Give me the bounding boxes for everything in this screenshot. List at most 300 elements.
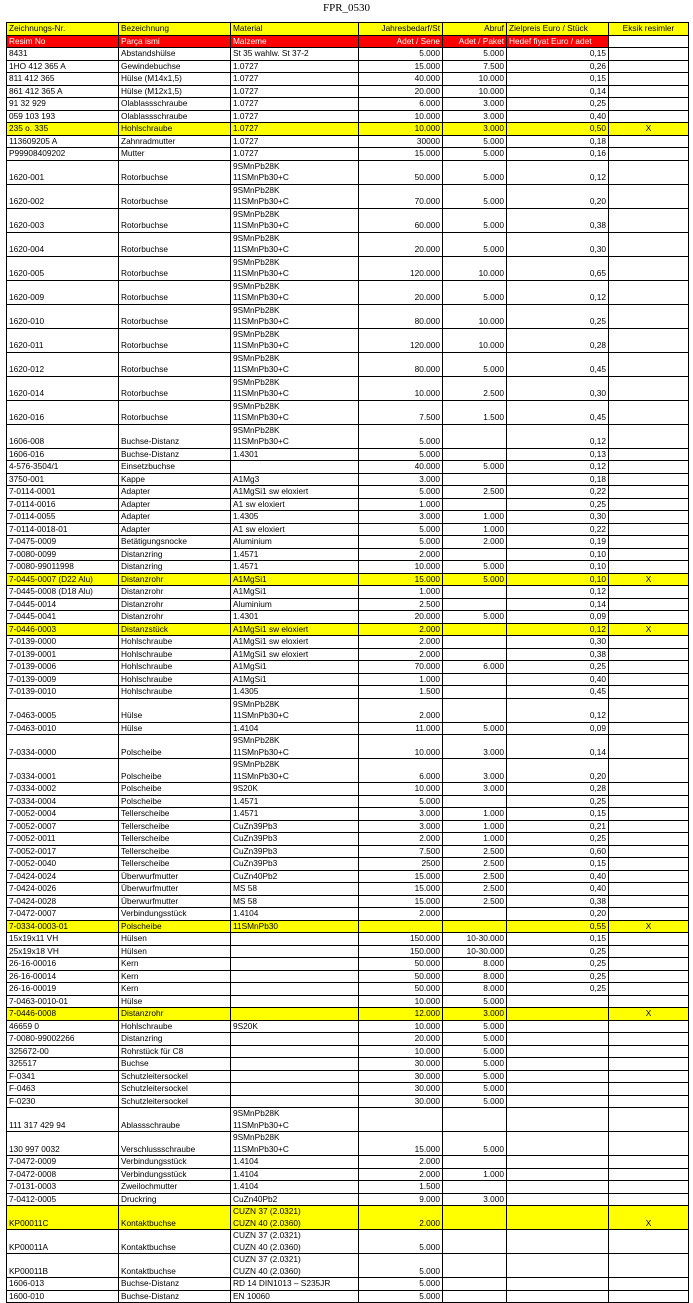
cell-eksik[interactable] — [609, 759, 689, 783]
cell-material[interactable] — [231, 1181, 359, 1194]
cell-bezeichnung[interactable]: Adapter — [119, 511, 231, 524]
cell-zielpreis[interactable] — [507, 1156, 609, 1169]
cell-zielpreis[interactable]: 0,45 — [507, 400, 609, 424]
cell-zielpreis[interactable]: 0,10 — [507, 573, 609, 586]
cell-eksik[interactable] — [609, 611, 689, 624]
cell-zielpreis[interactable]: 0,25 — [507, 970, 609, 983]
cell-bezeichnung[interactable]: Hülsen — [119, 933, 231, 946]
cell-material[interactable] — [231, 85, 359, 98]
cell-bezeichnung[interactable]: Schutzleitersockel — [119, 1070, 231, 1083]
cell-eksik[interactable] — [609, 1083, 689, 1096]
cell-zielpreis[interactable] — [507, 1095, 609, 1108]
cell-abruf[interactable] — [443, 908, 507, 921]
cell-bezeichnung[interactable]: Rotorbuchse — [119, 352, 231, 376]
cell-eksik[interactable] — [609, 598, 689, 611]
cell-zielpreis[interactable] — [507, 1070, 609, 1083]
cell-bezeichnung[interactable]: Rotorbuchse — [119, 256, 231, 280]
cell-zielpreis[interactable] — [507, 1045, 609, 1058]
cell-zeichnungs-nr[interactable]: 7-0446-0003 — [7, 623, 119, 636]
cell-zeichnungs-nr[interactable]: 7-0334-0000 — [7, 735, 119, 759]
cell-zeichnungs-nr[interactable]: 7-0114-0016 — [7, 498, 119, 511]
cell-eksik[interactable] — [609, 586, 689, 599]
cell-jahresbedarf[interactable]: 20.000 — [359, 611, 443, 624]
cell-eksik[interactable] — [609, 473, 689, 486]
cell-abruf[interactable] — [443, 1254, 507, 1278]
cell-eksik[interactable] — [609, 184, 689, 208]
cell-zeichnungs-nr[interactable]: 7-0472-0008 — [7, 1168, 119, 1181]
cell-eksik[interactable] — [609, 98, 689, 111]
cell-bezeichnung[interactable]: Schutzleitersockel — [119, 1095, 231, 1108]
cell-abruf[interactable] — [443, 424, 507, 448]
cell-bezeichnung[interactable]: Rotorbuchse — [119, 280, 231, 304]
cell-bezeichnung[interactable]: Distanzrohr — [119, 573, 231, 586]
col-header-nr[interactable]: Zeichnungs-Nr. — [7, 23, 119, 36]
cell-material[interactable] — [231, 148, 359, 161]
cell-zeichnungs-nr[interactable]: 7-0424-0024 — [7, 870, 119, 883]
cell-material[interactable] — [231, 498, 359, 511]
cell-zeichnungs-nr[interactable]: 4-576-3504/1 — [7, 461, 119, 474]
cell-zielpreis[interactable]: 0,15 — [507, 73, 609, 86]
cell-jahresbedarf[interactable]: 1.000 — [359, 673, 443, 686]
cell-zeichnungs-nr[interactable]: 7-0114-0018-01 — [7, 523, 119, 536]
cell-bezeichnung[interactable]: Distanzring — [119, 561, 231, 574]
cell-eksik[interactable] — [609, 1168, 689, 1181]
cell-eksik[interactable] — [609, 958, 689, 971]
cell-zielpreis[interactable]: 0,45 — [507, 352, 609, 376]
cell-bezeichnung[interactable]: Rotorbuchse — [119, 400, 231, 424]
cell-zielpreis[interactable] — [507, 1083, 609, 1096]
cell-eksik[interactable] — [609, 673, 689, 686]
cell-zielpreis[interactable] — [507, 1132, 609, 1156]
cell-eksik[interactable] — [609, 1181, 689, 1194]
cell-zielpreis[interactable]: 0,09 — [507, 722, 609, 735]
cell-bezeichnung[interactable]: Schutzleitersockel — [119, 1083, 231, 1096]
col-header-jahresbedarf[interactable]: Jahresbedarf/St — [359, 23, 443, 36]
cell-jahresbedarf[interactable]: 80.000 — [359, 352, 443, 376]
cell-material[interactable] — [231, 1156, 359, 1169]
cell-eksik[interactable] — [609, 135, 689, 148]
col-header-mat[interactable]: Material — [231, 23, 359, 36]
cell-bezeichnung[interactable]: Rotorbuchse — [119, 208, 231, 232]
cell-zeichnungs-nr[interactable]: 861 412 365 A — [7, 85, 119, 98]
cell-zeichnungs-nr[interactable]: 7-0080-99002266 — [7, 1033, 119, 1046]
cell-abruf[interactable]: 5.000 — [443, 160, 507, 184]
cell-bezeichnung[interactable]: Mutter — [119, 148, 231, 161]
cell-jahresbedarf[interactable]: 1.500 — [359, 1181, 443, 1194]
cell-bezeichnung[interactable]: Buchse-Distanz — [119, 448, 231, 461]
cell-jahresbedarf[interactable]: 5.000 — [359, 1278, 443, 1291]
cell-zeichnungs-nr[interactable]: 1620-014 — [7, 376, 119, 400]
cell-bezeichnung[interactable]: Olablassschraube — [119, 110, 231, 123]
cell-abruf[interactable]: 1.000 — [443, 523, 507, 536]
cell-material[interactable] — [231, 400, 359, 424]
cell-zeichnungs-nr[interactable]: 325517 — [7, 1058, 119, 1071]
cell-zielpreis[interactable]: 0,40 — [507, 110, 609, 123]
cell-bezeichnung[interactable]: Adapter — [119, 498, 231, 511]
cell-material[interactable] — [231, 1083, 359, 1096]
cell-zielpreis[interactable] — [507, 1058, 609, 1071]
cell-eksik[interactable] — [609, 820, 689, 833]
cell-jahresbedarf[interactable]: 70.000 — [359, 661, 443, 674]
cell-zeichnungs-nr[interactable]: 7-0472-0009 — [7, 1156, 119, 1169]
cell-abruf[interactable] — [443, 548, 507, 561]
cell-eksik[interactable] — [609, 60, 689, 73]
cell-abruf[interactable]: 1.000 — [443, 511, 507, 524]
cell-material[interactable] — [231, 920, 359, 933]
cell-abruf[interactable]: 5.000 — [443, 461, 507, 474]
cell-eksik[interactable]: X — [609, 1008, 689, 1021]
cell-zielpreis[interactable]: 0,12 — [507, 280, 609, 304]
cell-zielpreis[interactable]: 0,12 — [507, 586, 609, 599]
cell-eksik[interactable] — [609, 1070, 689, 1083]
cell-jahresbedarf[interactable]: 2.000 — [359, 908, 443, 921]
cell-abruf[interactable]: 5.000 — [443, 1070, 507, 1083]
cell-zielpreis[interactable]: 0,28 — [507, 328, 609, 352]
cell-zielpreis[interactable]: 0,19 — [507, 536, 609, 549]
cell-material[interactable] — [231, 98, 359, 111]
cell-material[interactable] — [231, 473, 359, 486]
cell-material[interactable] — [231, 833, 359, 846]
cell-zielpreis[interactable] — [507, 1033, 609, 1046]
cell-bezeichnung[interactable]: Rotorbuchse — [119, 160, 231, 184]
cell-bezeichnung[interactable]: Hohlschraube — [119, 686, 231, 699]
cell-zielpreis[interactable]: 0,15 — [507, 858, 609, 871]
cell-zielpreis[interactable] — [507, 1108, 609, 1132]
cell-eksik[interactable] — [609, 208, 689, 232]
cell-bezeichnung[interactable]: Kern — [119, 970, 231, 983]
cell-abruf[interactable]: 5.000 — [443, 611, 507, 624]
cell-eksik[interactable]: X — [609, 623, 689, 636]
cell-bezeichnung[interactable]: Verbindungsstück — [119, 1156, 231, 1169]
cell-abruf[interactable]: 3.000 — [443, 735, 507, 759]
cell-bezeichnung[interactable]: Kern — [119, 958, 231, 971]
cell-zielpreis[interactable]: 0,15 — [507, 933, 609, 946]
cell-eksik[interactable] — [609, 648, 689, 661]
cell-abruf[interactable]: 5.000 — [443, 232, 507, 256]
cell-eksik[interactable]: X — [609, 1206, 689, 1230]
cell-material[interactable] — [231, 1070, 359, 1083]
cell-abruf[interactable]: 3.000 — [443, 98, 507, 111]
cell-jahresbedarf[interactable]: 1.000 — [359, 586, 443, 599]
cell-jahresbedarf[interactable]: 40.000 — [359, 73, 443, 86]
cell-material[interactable] — [231, 1108, 359, 1132]
cell-abruf[interactable]: 5.000 — [443, 573, 507, 586]
cell-jahresbedarf[interactable]: 2.000 — [359, 636, 443, 649]
cell-zielpreis[interactable]: 0,38 — [507, 648, 609, 661]
cell-material[interactable] — [231, 648, 359, 661]
cell-zielpreis[interactable]: 0,18 — [507, 473, 609, 486]
cell-zielpreis[interactable]: 0,16 — [507, 148, 609, 161]
cell-abruf[interactable] — [443, 1230, 507, 1254]
cell-abruf[interactable]: 1.000 — [443, 808, 507, 821]
cell-zeichnungs-nr[interactable]: 1620-004 — [7, 232, 119, 256]
col-header-tr-empty[interactable] — [609, 35, 689, 48]
cell-material[interactable] — [231, 623, 359, 636]
cell-jahresbedarf[interactable]: 30000 — [359, 135, 443, 148]
cell-eksik[interactable] — [609, 448, 689, 461]
cell-zielpreis[interactable]: 0,30 — [507, 232, 609, 256]
cell-eksik[interactable] — [609, 486, 689, 499]
col-header-tr-adet-sene[interactable]: Adet / Sene — [359, 35, 443, 48]
cell-bezeichnung[interactable]: Distanzrohr — [119, 598, 231, 611]
cell-zielpreis[interactable]: 0,20 — [507, 908, 609, 921]
cell-jahresbedarf[interactable]: 50.000 — [359, 958, 443, 971]
cell-bezeichnung[interactable]: Hülse — [119, 722, 231, 735]
cell-jahresbedarf[interactable]: 5.000 — [359, 523, 443, 536]
cell-material[interactable] — [231, 870, 359, 883]
cell-bezeichnung[interactable]: Distanzrohr — [119, 611, 231, 624]
cell-zeichnungs-nr[interactable]: 7-0463-0005 — [7, 698, 119, 722]
cell-material[interactable] — [231, 995, 359, 1008]
cell-zeichnungs-nr[interactable]: 1620-016 — [7, 400, 119, 424]
cell-zeichnungs-nr[interactable]: 7-0445-0007 (D22 Alu) — [7, 573, 119, 586]
cell-zeichnungs-nr[interactable]: 7-0445-0014 — [7, 598, 119, 611]
cell-abruf[interactable] — [443, 1278, 507, 1291]
cell-eksik[interactable] — [609, 1230, 689, 1254]
cell-zeichnungs-nr[interactable]: 325672-00 — [7, 1045, 119, 1058]
cell-zielpreis[interactable] — [507, 1230, 609, 1254]
cell-eksik[interactable] — [609, 735, 689, 759]
cell-bezeichnung[interactable]: Adapter — [119, 523, 231, 536]
cell-material[interactable] — [231, 970, 359, 983]
cell-zielpreis[interactable]: 0,14 — [507, 598, 609, 611]
cell-material[interactable] — [231, 523, 359, 536]
cell-abruf[interactable] — [443, 498, 507, 511]
cell-bezeichnung[interactable]: Distanzring — [119, 1033, 231, 1046]
cell-zielpreis[interactable]: 0,14 — [507, 735, 609, 759]
cell-zielpreis[interactable]: 0,25 — [507, 983, 609, 996]
col-header-tr-hedef[interactable]: Hedef fiyat Euro / adet — [507, 35, 609, 48]
cell-abruf[interactable]: 5.000 — [443, 1020, 507, 1033]
cell-eksik[interactable] — [609, 858, 689, 871]
cell-zeichnungs-nr[interactable]: 7-0463-0010 — [7, 722, 119, 735]
cell-zielpreis[interactable]: 0,60 — [507, 845, 609, 858]
cell-zeichnungs-nr[interactable]: 7-0334-0001 — [7, 759, 119, 783]
cell-bezeichnung[interactable]: Tellerscheibe — [119, 845, 231, 858]
cell-abruf[interactable]: 2.000 — [443, 536, 507, 549]
cell-abruf[interactable]: 5.000 — [443, 148, 507, 161]
cell-eksik[interactable] — [609, 1290, 689, 1303]
cell-eksik[interactable] — [609, 352, 689, 376]
cell-eksik[interactable] — [609, 461, 689, 474]
cell-zielpreis[interactable]: 0,30 — [507, 636, 609, 649]
cell-jahresbedarf[interactable]: 30.000 — [359, 1070, 443, 1083]
cell-jahresbedarf[interactable]: 20.000 — [359, 85, 443, 98]
cell-material[interactable] — [231, 123, 359, 136]
cell-bezeichnung[interactable]: Rotorbuchse — [119, 376, 231, 400]
cell-eksik[interactable]: X — [609, 123, 689, 136]
cell-zielpreis[interactable]: 0,25 — [507, 945, 609, 958]
cell-bezeichnung[interactable]: Verbindungsstück — [119, 1168, 231, 1181]
cell-bezeichnung[interactable]: Tellerscheibe — [119, 833, 231, 846]
cell-zeichnungs-nr[interactable]: 7-0139-0006 — [7, 661, 119, 674]
cell-zielpreis[interactable]: 0,15 — [507, 48, 609, 61]
cell-eksik[interactable] — [609, 698, 689, 722]
cell-abruf[interactable] — [443, 448, 507, 461]
cell-zeichnungs-nr[interactable]: 7-0139-0009 — [7, 673, 119, 686]
cell-material[interactable] — [231, 1058, 359, 1071]
cell-jahresbedarf[interactable]: 10.000 — [359, 376, 443, 400]
cell-eksik[interactable] — [609, 85, 689, 98]
col-header-tr-nr[interactable]: Resim No — [7, 35, 119, 48]
cell-eksik[interactable] — [609, 995, 689, 1008]
cell-jahresbedarf[interactable]: 1.000 — [359, 498, 443, 511]
cell-abruf[interactable]: 8.000 — [443, 958, 507, 971]
cell-eksik[interactable] — [609, 808, 689, 821]
cell-material[interactable] — [231, 548, 359, 561]
cell-abruf[interactable]: 1.000 — [443, 833, 507, 846]
cell-jahresbedarf[interactable]: 40.000 — [359, 461, 443, 474]
cell-material[interactable] — [231, 698, 359, 722]
cell-eksik[interactable] — [609, 783, 689, 796]
cell-abruf[interactable]: 5.000 — [443, 1058, 507, 1071]
cell-zielpreis[interactable]: 0,40 — [507, 883, 609, 896]
cell-jahresbedarf[interactable]: 3.000 — [359, 511, 443, 524]
cell-jahresbedarf[interactable]: 11.000 — [359, 722, 443, 735]
cell-abruf[interactable] — [443, 636, 507, 649]
cell-zeichnungs-nr[interactable]: 25x19x18 VH — [7, 945, 119, 958]
cell-material[interactable] — [231, 611, 359, 624]
cell-abruf[interactable]: 5.000 — [443, 48, 507, 61]
cell-bezeichnung[interactable]: Buchse-Distanz — [119, 1290, 231, 1303]
cell-zeichnungs-nr[interactable]: 7-0114-0001 — [7, 486, 119, 499]
cell-jahresbedarf[interactable]: 3.000 — [359, 473, 443, 486]
cell-material[interactable] — [231, 1168, 359, 1181]
cell-zielpreis[interactable]: 0,45 — [507, 686, 609, 699]
cell-zielpreis[interactable]: 0,50 — [507, 123, 609, 136]
cell-bezeichnung[interactable]: Tellerscheibe — [119, 820, 231, 833]
cell-material[interactable] — [231, 945, 359, 958]
cell-material[interactable] — [231, 598, 359, 611]
cell-abruf[interactable]: 2.500 — [443, 883, 507, 896]
cell-eksik[interactable] — [609, 1193, 689, 1206]
cell-eksik[interactable] — [609, 424, 689, 448]
cell-bezeichnung[interactable]: Polscheibe — [119, 735, 231, 759]
cell-zeichnungs-nr[interactable]: 1606-008 — [7, 424, 119, 448]
cell-bezeichnung[interactable]: Buchse-Distanz — [119, 424, 231, 448]
cell-bezeichnung[interactable]: Buchse — [119, 1058, 231, 1071]
cell-abruf[interactable]: 10-30.000 — [443, 945, 507, 958]
cell-zeichnungs-nr[interactable]: 1600-010 — [7, 1290, 119, 1303]
cell-zielpreis[interactable] — [507, 1168, 609, 1181]
cell-jahresbedarf[interactable]: 50.000 — [359, 970, 443, 983]
cell-material[interactable] — [231, 1045, 359, 1058]
cell-abruf[interactable]: 2.500 — [443, 858, 507, 871]
cell-material[interactable] — [231, 1290, 359, 1303]
cell-zeichnungs-nr[interactable]: 26-16-00016 — [7, 958, 119, 971]
cell-jahresbedarf[interactable]: 60.000 — [359, 208, 443, 232]
cell-zeichnungs-nr[interactable]: 3750-001 — [7, 473, 119, 486]
cell-bezeichnung[interactable]: Tellerscheibe — [119, 858, 231, 871]
cell-eksik[interactable] — [609, 795, 689, 808]
cell-eksik[interactable] — [609, 73, 689, 86]
cell-material[interactable] — [231, 686, 359, 699]
cell-jahresbedarf[interactable]: 3.000 — [359, 808, 443, 821]
cell-eksik[interactable] — [609, 1058, 689, 1071]
col-header-eksik[interactable]: Eksik resimler — [609, 23, 689, 36]
cell-abruf[interactable] — [443, 623, 507, 636]
cell-material[interactable] — [231, 586, 359, 599]
cell-material[interactable] — [231, 561, 359, 574]
cell-jahresbedarf[interactable]: 7.500 — [359, 845, 443, 858]
cell-jahresbedarf[interactable]: 20.000 — [359, 232, 443, 256]
cell-zielpreis[interactable] — [507, 1206, 609, 1230]
cell-zeichnungs-nr[interactable]: 7-0114-0055 — [7, 511, 119, 524]
cell-abruf[interactable] — [443, 920, 507, 933]
col-header-tr-bez[interactable]: Parça ismi — [119, 35, 231, 48]
cell-bezeichnung[interactable]: Kappe — [119, 473, 231, 486]
cell-material[interactable] — [231, 933, 359, 946]
cell-eksik[interactable] — [609, 833, 689, 846]
cell-zeichnungs-nr[interactable]: 26-16-00019 — [7, 983, 119, 996]
cell-material[interactable] — [231, 1278, 359, 1291]
cell-bezeichnung[interactable]: Überwurfmutter — [119, 870, 231, 883]
cell-zeichnungs-nr[interactable]: 7-0334-0004 — [7, 795, 119, 808]
cell-material[interactable] — [231, 795, 359, 808]
cell-eksik[interactable] — [609, 895, 689, 908]
cell-abruf[interactable]: 2.500 — [443, 845, 507, 858]
cell-jahresbedarf[interactable] — [359, 920, 443, 933]
cell-bezeichnung[interactable]: Rotorbuchse — [119, 328, 231, 352]
cell-zeichnungs-nr[interactable]: 1HO 412 365 A — [7, 60, 119, 73]
cell-eksik[interactable] — [609, 536, 689, 549]
cell-jahresbedarf[interactable]: 9.000 — [359, 1193, 443, 1206]
cell-jahresbedarf[interactable]: 15.000 — [359, 573, 443, 586]
cell-zielpreis[interactable] — [507, 1008, 609, 1021]
cell-zielpreis[interactable]: 0,30 — [507, 511, 609, 524]
cell-material[interactable] — [231, 1230, 359, 1254]
cell-abruf[interactable]: 10.000 — [443, 73, 507, 86]
cell-jahresbedarf[interactable]: 10.000 — [359, 995, 443, 1008]
cell-zeichnungs-nr[interactable]: 1620-005 — [7, 256, 119, 280]
cell-bezeichnung[interactable]: Rotorbuchse — [119, 232, 231, 256]
cell-material[interactable] — [231, 208, 359, 232]
cell-zeichnungs-nr[interactable]: 7-0412-0005 — [7, 1193, 119, 1206]
cell-zeichnungs-nr[interactable]: 7-0334-0002 — [7, 783, 119, 796]
cell-eksik[interactable] — [609, 983, 689, 996]
cell-material[interactable] — [231, 160, 359, 184]
cell-eksik[interactable] — [609, 1132, 689, 1156]
cell-abruf[interactable]: 5.000 — [443, 135, 507, 148]
cell-zeichnungs-nr[interactable]: 1620-002 — [7, 184, 119, 208]
cell-zielpreis[interactable]: 0,25 — [507, 661, 609, 674]
cell-bezeichnung[interactable]: Polscheibe — [119, 759, 231, 783]
cell-zeichnungs-nr[interactable]: 7-0424-0028 — [7, 895, 119, 908]
cell-zielpreis[interactable]: 0,20 — [507, 184, 609, 208]
cell-abruf[interactable] — [443, 673, 507, 686]
cell-zielpreis[interactable]: 0,12 — [507, 698, 609, 722]
cell-material[interactable] — [231, 328, 359, 352]
cell-zielpreis[interactable]: 0,28 — [507, 783, 609, 796]
cell-zeichnungs-nr[interactable]: 1606-016 — [7, 448, 119, 461]
cell-material[interactable] — [231, 636, 359, 649]
cell-abruf[interactable]: 3.000 — [443, 759, 507, 783]
cell-zeichnungs-nr[interactable]: 7-0052-0007 — [7, 820, 119, 833]
cell-abruf[interactable]: 5.000 — [443, 1083, 507, 1096]
cell-material[interactable] — [231, 376, 359, 400]
cell-abruf[interactable] — [443, 1206, 507, 1230]
cell-abruf[interactable]: 5.000 — [443, 208, 507, 232]
cell-abruf[interactable] — [443, 698, 507, 722]
cell-jahresbedarf[interactable]: 2.000 — [359, 623, 443, 636]
cell-bezeichnung[interactable]: Distanzstück — [119, 623, 231, 636]
cell-material[interactable] — [231, 511, 359, 524]
cell-zeichnungs-nr[interactable]: 7-0080-0099 — [7, 548, 119, 561]
cell-material[interactable] — [231, 304, 359, 328]
cell-jahresbedarf[interactable]: 2.000 — [359, 698, 443, 722]
cell-eksik[interactable] — [609, 933, 689, 946]
cell-zielpreis[interactable]: 0,12 — [507, 424, 609, 448]
